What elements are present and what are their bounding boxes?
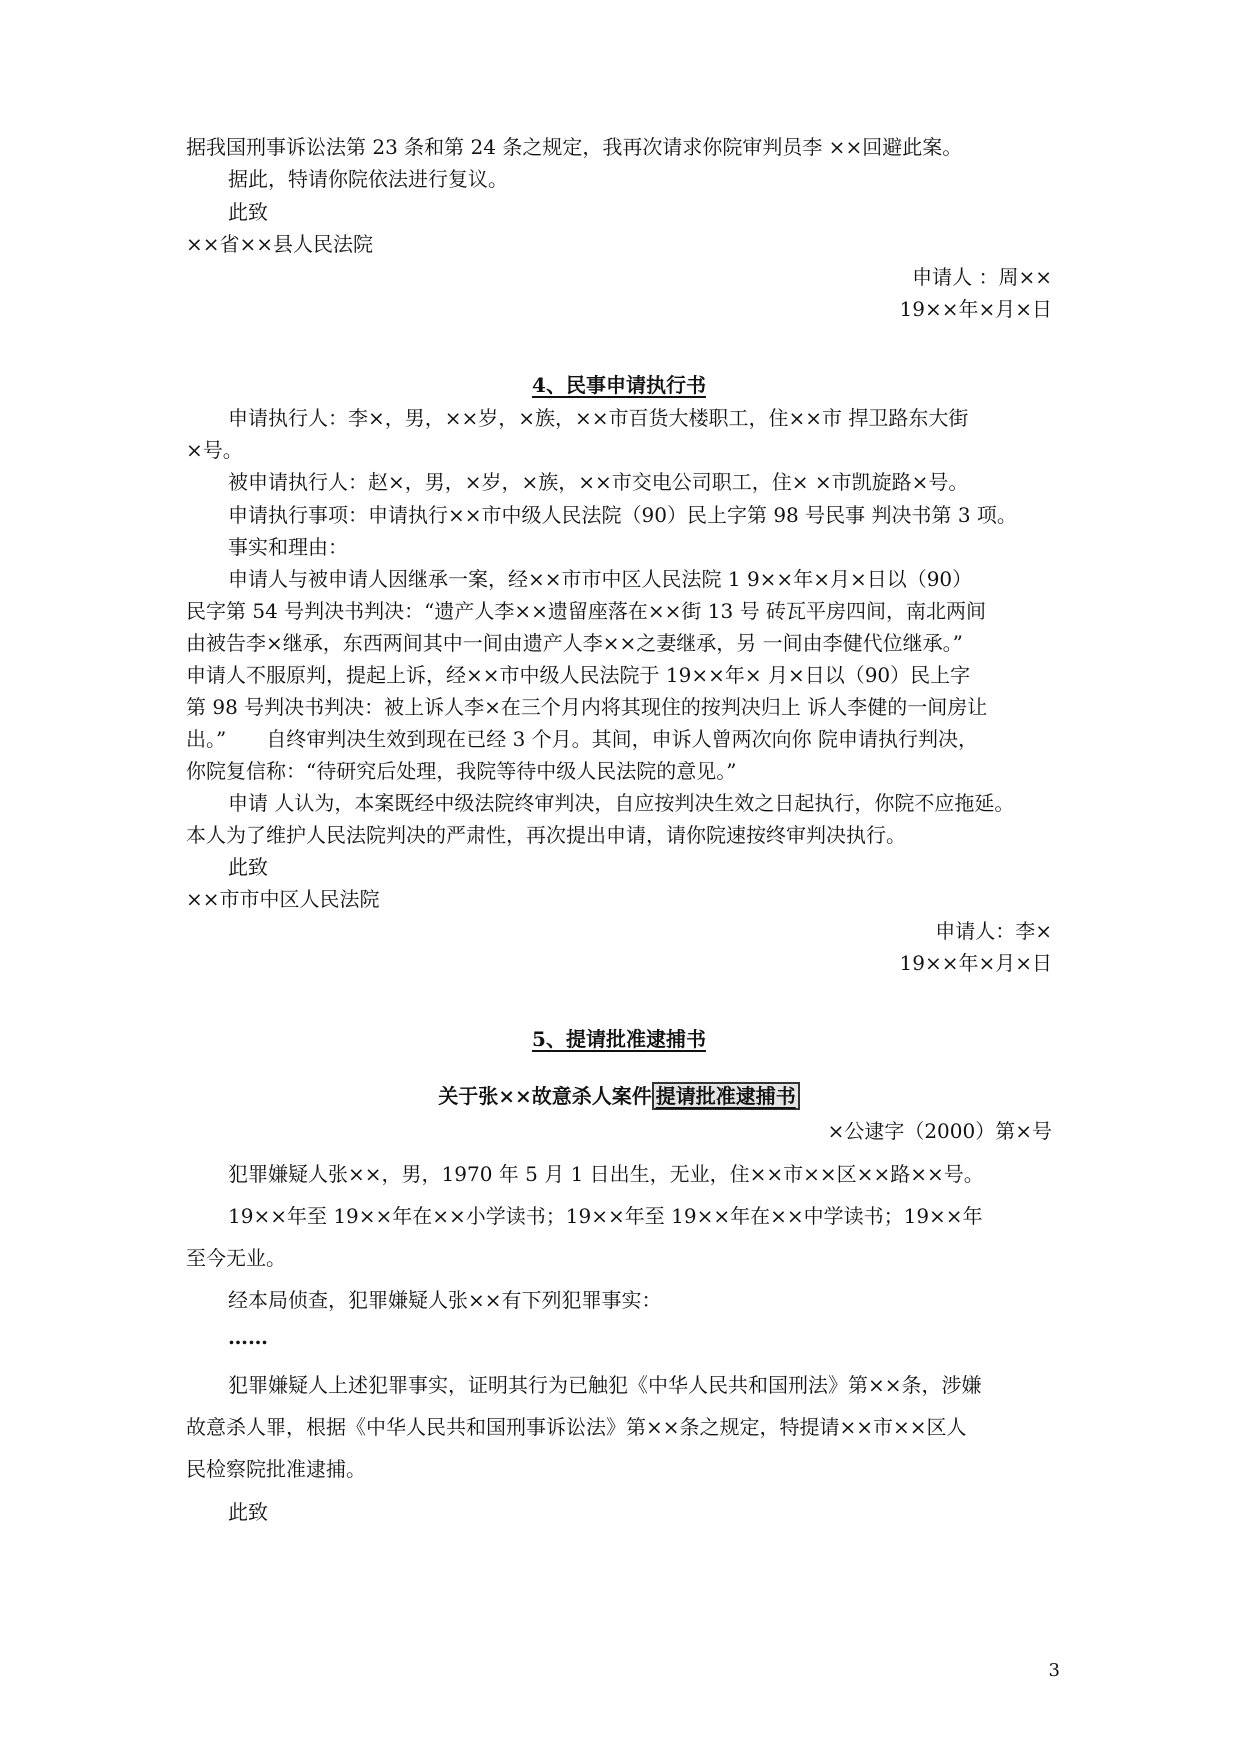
paragraph-line: 经本局侦查，犯罪嫌疑人张××有下列犯罪事实： <box>228 1288 662 1312</box>
document-subtitle <box>186 1081 1052 1111</box>
paragraph-line: 民检察院批准逮捕。 <box>186 1457 366 1481</box>
paragraph-line: ×号。 <box>186 438 243 462</box>
paragraph-line: 出。” 自终审判决生效到现在已经 3 个月。其间，申诉人曾两次向你 院申请执行判决， <box>186 727 979 751</box>
recipient: ××省××县人民法院 <box>186 232 374 256</box>
paragraph-line: 被申请执行人：赵×，男，×岁，×族，××市交电公司职工，住× ×市凯旋路×号。 <box>228 470 969 494</box>
paragraph-line: 据我国刑事诉讼法第 23 条和第 24 条之规定，我再次请求你院审判员李 ××回避此案。 <box>186 135 963 159</box>
paragraph-line: 故意杀人罪，根据《中华人民共和国刑事诉讼法》第××条之规定，特提请××市××区人 <box>186 1415 967 1439</box>
salutation: 此致 <box>228 200 268 224</box>
date-line: 19××年×月×日 <box>899 297 1052 321</box>
paragraph-line: 由被告李×继承，东西两间其中一间由遗产人李××之妻继承，另 一间由李健代位继承。” <box>186 631 963 655</box>
salutation: 此致 <box>228 855 268 879</box>
paragraph-line: 申请人与被申请人因继承一案，经××市市中区人民法院 1 9××年×月×日以（90） <box>228 567 973 591</box>
paragraph-line: 犯罪嫌疑人张××，男，1970 年 5 月 1 日出生，无业，住××市××区××路××号。 <box>228 1162 984 1186</box>
paragraph-line: 你院复信称：“待研究后处理，我院等待中级人民法院的意见。” <box>186 759 737 783</box>
ellipsis-line: …… <box>228 1325 268 1349</box>
applicant-signature: 申请人：李× <box>935 919 1052 943</box>
section-title-text: 4、民事申请执行书 <box>532 373 706 397</box>
recipient: ××市市中区人民法院 <box>186 887 380 911</box>
paragraph-line: 第 98 号判决书判决：被上诉人李×在三个月内将其现住的按判决归上 诉人李健的一间房让 <box>186 695 988 719</box>
page-number: 3 <box>1048 1660 1060 1681</box>
paragraph-line: 据此，特请你院依法进行复议。 <box>228 167 508 191</box>
document-number: ×公逮字（2000）第×号 <box>827 1119 1052 1143</box>
applicant-signature: 申请人 ：周×× <box>912 265 1052 289</box>
highlighted-term[interactable]: 提请批准逮捕书 <box>652 1082 800 1110</box>
paragraph-line: 申请人不服原判，提起上诉，经××市中级人民法院于 19××年× 月×日以（90）民上字 <box>186 663 971 687</box>
paragraph-line: 事实和理由： <box>228 535 348 559</box>
paragraph-line: 19××年至 19××年在××小学读书；19××年至 19××年在××中学读书；19××年 <box>228 1204 983 1228</box>
paragraph-line: 本人为了维护人民法院判决的严肃性，再次提出申请，请你院速按终审判决执行。 <box>186 823 906 847</box>
paragraph-line: 至今无业。 <box>186 1246 286 1270</box>
salutation: 此致 <box>228 1500 268 1524</box>
paragraph-line: 申请 人认为，本案既经中级法院终审判决，自应按判决生效之日起执行，你院不应拖延。 <box>228 791 1015 815</box>
section-title-text: 5、提请批准逮捕书 <box>532 1027 706 1051</box>
subtitle-prefix: 关于张××故意杀人案件 <box>438 1084 652 1108</box>
date-line: 19××年×月×日 <box>899 951 1052 975</box>
section-title <box>186 1024 1052 1054</box>
paragraph-line: 民字第 54 号判决书判决：“遗产人李××遗留座落在××街 13 号 砖瓦平房四间，南北两间 <box>186 599 986 623</box>
paragraph-line: 犯罪嫌疑人上述犯罪事实，证明其行为已触犯《中华人民共和国刑法》第××条，涉嫌 <box>228 1373 982 1397</box>
paragraph-line: 申请执行事项：申请执行××市中级人民法院（90）民上字第 98 号民事 判决书第 3 项。 <box>228 503 1017 527</box>
section-title <box>186 370 1052 400</box>
paragraph-line: 申请执行人：李×，男，××岁，×族，××市百货大楼职工，住××市 捍卫路东大街 <box>228 406 969 430</box>
